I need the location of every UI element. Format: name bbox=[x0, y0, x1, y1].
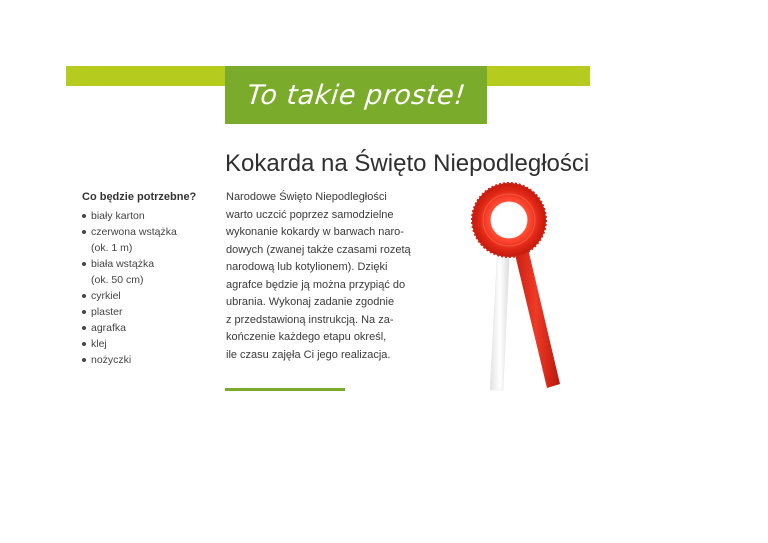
supply-label: agrafka bbox=[91, 322, 127, 334]
supply-label: cyrkiel bbox=[91, 290, 121, 302]
supply-label: biała wstążka bbox=[91, 258, 155, 270]
list-item bbox=[82, 288, 217, 304]
supply-label: biały karton bbox=[91, 210, 145, 222]
body-line: Narodowe Święto Niepodległości bbox=[226, 191, 387, 203]
list-item bbox=[82, 256, 217, 288]
bottom-accent-line bbox=[225, 388, 345, 391]
supplies-heading: Co będzie potrzebne? bbox=[82, 191, 197, 203]
body-line: kończenie każdego etapu określ, bbox=[226, 331, 387, 343]
supply-note: (ok. 50 cm) bbox=[91, 274, 144, 286]
body-line: ubrania. Wykonaj zadanie zgodnie bbox=[226, 296, 395, 308]
list-item bbox=[82, 304, 217, 320]
cockade-rosette-icon bbox=[468, 180, 578, 392]
body-line: agrafce będzie ją można przypiąć do bbox=[226, 278, 406, 291]
body-line: wykonanie kokardy w barwach naro- bbox=[226, 226, 404, 238]
supplies-panel bbox=[82, 191, 217, 368]
banner-text: To takie proste! bbox=[245, 79, 467, 111]
body-line: warto uczcić poprzez samodzielne bbox=[226, 208, 394, 221]
body-line: narodową lub kotylionem). Dzięki bbox=[226, 261, 388, 273]
list-item bbox=[82, 224, 217, 256]
body-line: dowych (zwanej także czasami rozetą bbox=[226, 243, 411, 256]
list-item bbox=[82, 208, 217, 224]
body-line: ile czasu zajęła Ci jego realizacja. bbox=[226, 348, 391, 361]
article-body bbox=[226, 189, 441, 364]
supplies-list bbox=[82, 208, 217, 368]
list-item bbox=[82, 352, 217, 368]
body-line: z przedstawioną instrukcją. Na za- bbox=[226, 313, 394, 326]
supply-label: plaster bbox=[91, 306, 123, 318]
banner bbox=[225, 66, 487, 124]
supply-note: (ok. 1 m) bbox=[91, 242, 133, 254]
list-item bbox=[82, 320, 217, 336]
supply-label: nożyczki bbox=[91, 354, 132, 366]
article-title: Kokarda na Święto Niepodległości bbox=[225, 150, 590, 177]
supply-label: klej bbox=[91, 338, 107, 350]
supply-label: czerwona wstążka bbox=[91, 226, 177, 238]
list-item bbox=[82, 336, 217, 352]
